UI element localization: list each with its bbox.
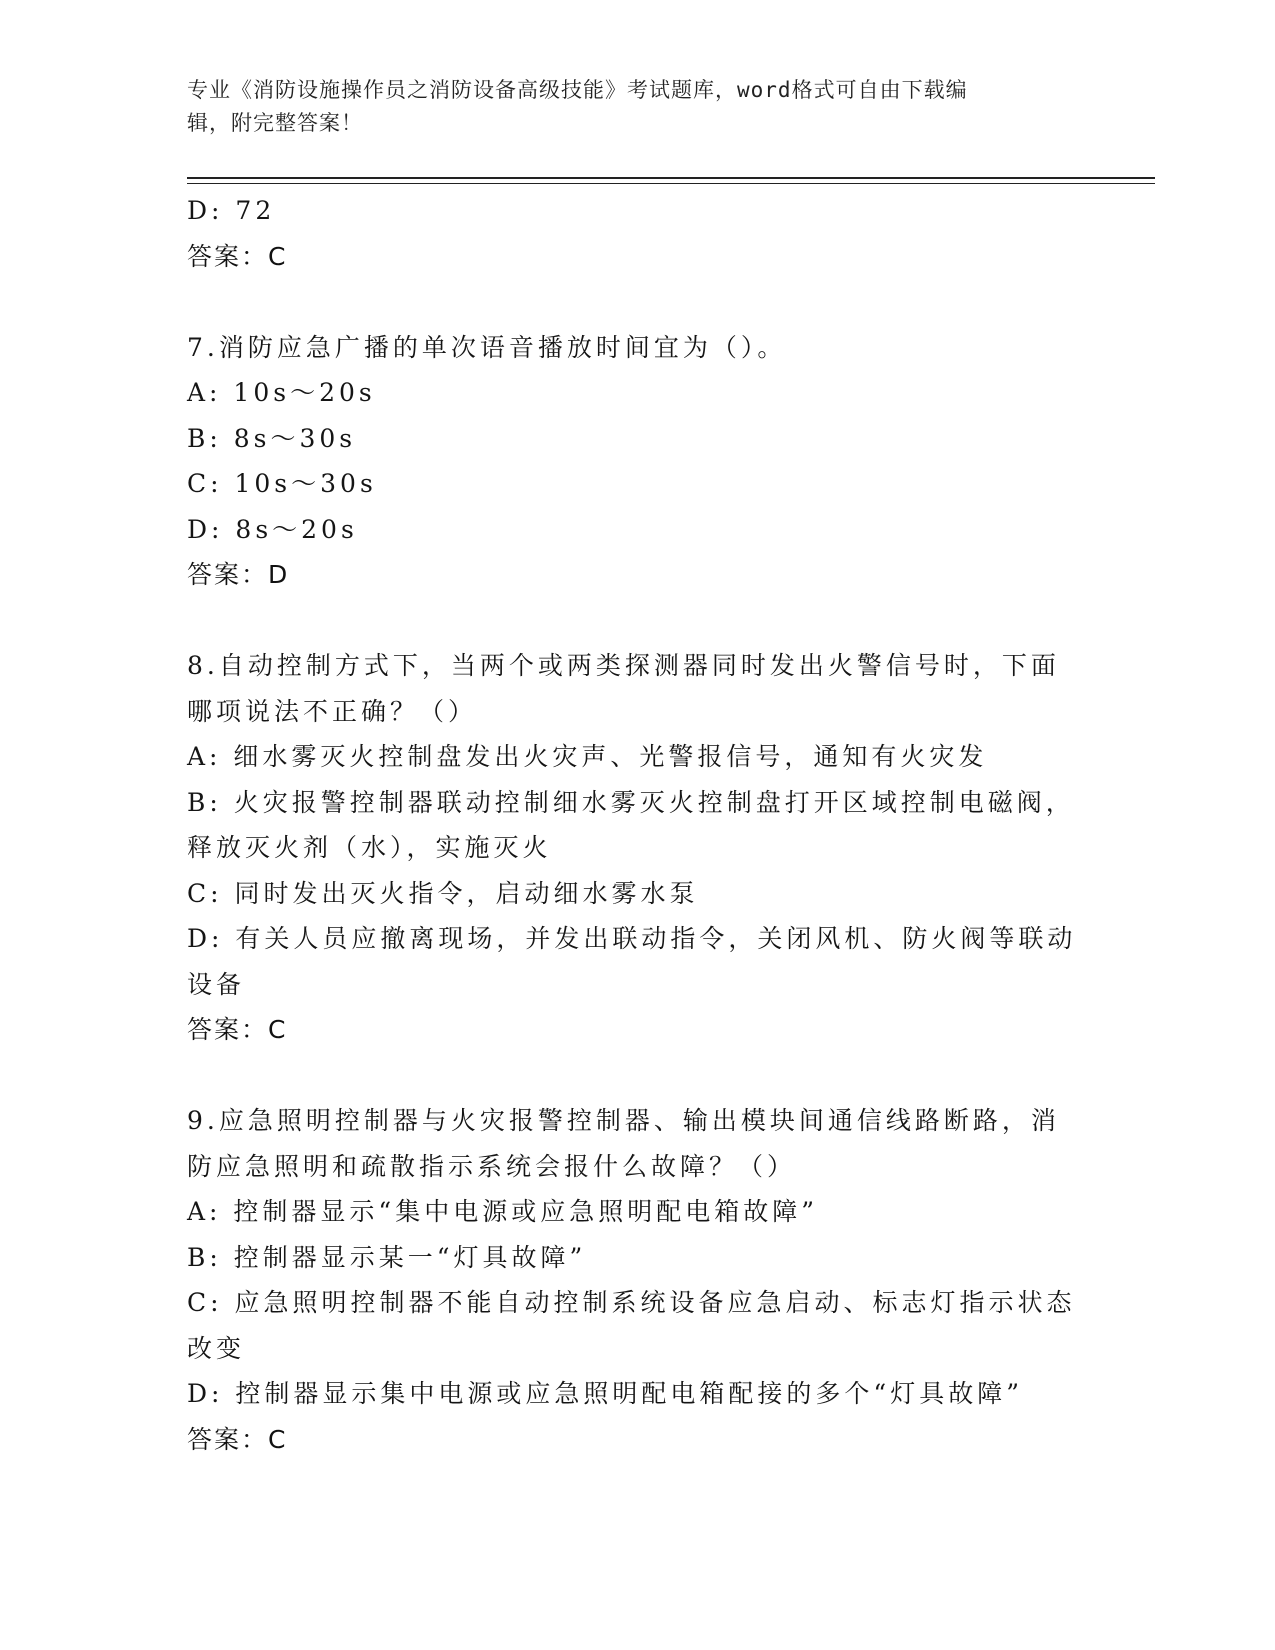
header-line-1: 专业《消防设施操作员之消防设备高级技能》考试题库，word格式可自由下载编 (187, 78, 968, 102)
option-a: A: 细水雾灭火控制盘发出火灾声、光警报信号，通知有火灾发 (187, 742, 988, 771)
answer-line: 答案：C (187, 241, 288, 271)
option-c: C: 应急照明控制器不能自动控制系统设备应急启动、标志灯指示状态 (187, 1288, 1076, 1317)
question-8 (187, 643, 1087, 1053)
header-line-2: 辑，附完整答案！ (187, 111, 363, 135)
answer-line: 答案：C (187, 1424, 288, 1454)
question-stem: 7.消防应急广播的单次语音播放时间宜为（）。 (187, 332, 787, 362)
option-a: A: 10s～20s (187, 378, 376, 407)
question-9 (187, 1098, 1087, 1462)
question-stem: 8.自动控制方式下，当两个或两类探测器同时发出火警信号时，下面 (187, 651, 1060, 680)
answer-line: 答案：D (187, 560, 290, 589)
option-d: D: 8s～20s (187, 514, 358, 544)
header-divider-thin (187, 183, 1155, 184)
option-d: D: 控制器显示集中电源或应急照明配电箱配接的多个“灯具故障” (187, 1379, 1023, 1408)
question-stem-continued: 防应急照明和疏散指示系统会报什么故障？（） (187, 1151, 797, 1181)
option-a: A: 控制器显示“集中电源或应急照明配电箱故障” (187, 1197, 818, 1226)
option-b-continued: 释放灭火剂（水），实施灭火 (187, 833, 552, 862)
option-b: B: 控制器显示某一“灯具故障” (187, 1242, 587, 1272)
spacer (187, 279, 1087, 325)
page-header (187, 74, 1067, 140)
spacer (187, 598, 1087, 644)
answer-line: 答案：C (187, 1015, 288, 1044)
question-7 (187, 325, 1087, 598)
question-fragment-previous (187, 188, 1087, 279)
question-stem-continued: 哪项说法不正确？（） (187, 696, 478, 726)
option-d: D: 有关人员应撤离现场，并发出联动指令，关闭风机、防火阀等联动 (187, 924, 1077, 953)
option-c-continued: 改变 (187, 1333, 246, 1363)
header-divider-thick (187, 177, 1155, 179)
option-b: B: 8s～30s (187, 423, 357, 453)
option-c: C: 同时发出灭火指令，启动细水雾水泵 (187, 878, 699, 908)
question-content (187, 188, 1087, 1462)
option-c: C: 10s～30s (187, 469, 377, 498)
option-d: D: 72 (187, 196, 276, 225)
question-stem: 9.应急照明控制器与火灾报警控制器、输出模块间通信线路断路，消 (187, 1106, 1060, 1135)
spacer (187, 1053, 1087, 1099)
option-d-continued: 设备 (187, 969, 246, 999)
option-b: B: 火灾报警控制器联动控制细水雾灭火控制盘打开区域控制电磁阀， (187, 787, 1075, 817)
